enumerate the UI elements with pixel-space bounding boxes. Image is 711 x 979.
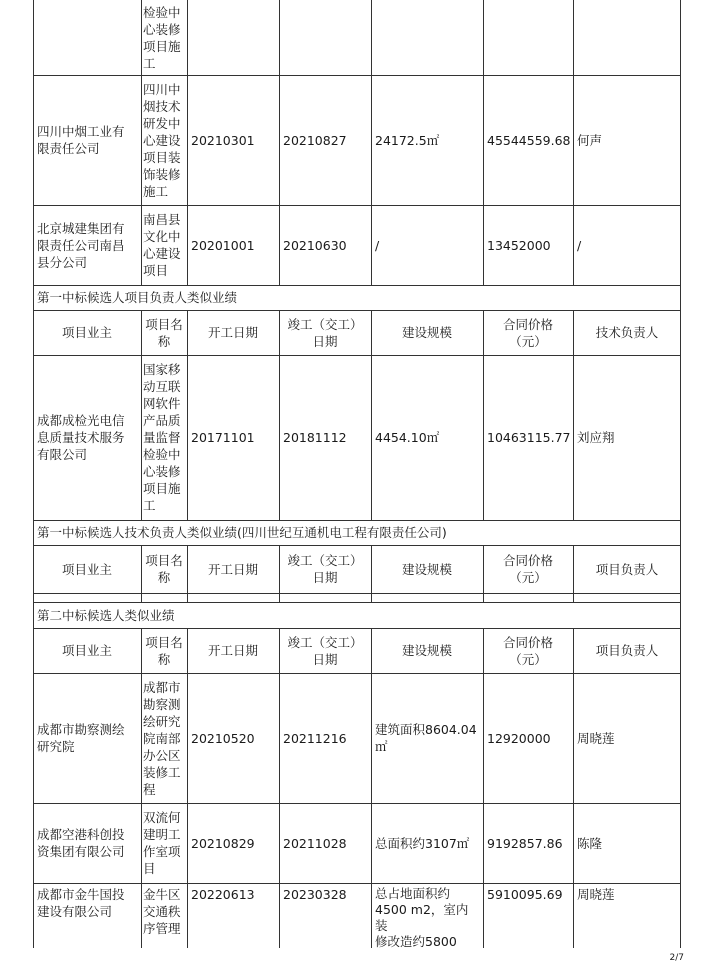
column-divider	[371, 628, 372, 948]
end-date-cell: 20230328	[283, 887, 347, 902]
column-divider	[483, 628, 484, 948]
start-date-header: 开工日期	[207, 325, 258, 340]
scale-cell: 4454.10㎡	[375, 430, 440, 445]
section-title-row	[33, 520, 681, 545]
performance-table	[33, 0, 681, 948]
column-divider	[483, 545, 484, 602]
owner-cell: 成都市勘察测绘 研究院	[37, 722, 125, 754]
owner-header: 项目业主	[61, 325, 112, 340]
column-divider	[279, 545, 280, 602]
price-header: 合同价格 （元）	[502, 316, 553, 349]
scale-cell: 建筑面积8604.04 ㎡	[375, 722, 477, 754]
owner-cell: 四川中烟工业有 限责任公司	[37, 124, 125, 156]
project-name-header: 项目名 称	[145, 553, 183, 585]
column-divider	[187, 0, 188, 285]
owner-cell: 成都市金牛国投 建设有限公司	[37, 887, 125, 919]
scale-cell: 总占地面积约 4500 m2，室内装 修改造约5800	[375, 886, 469, 949]
owner-header: 项目业主	[61, 643, 112, 658]
owner-header: 项目业主	[61, 561, 112, 577]
column-divider	[279, 0, 280, 285]
column-divider	[33, 0, 34, 948]
project-name-cell: 南昌县 文化中 心建设 项目	[143, 212, 181, 278]
project-name-cell: 成都市 勘察测 绘研究 院南部 办公区 装修工 程	[143, 679, 181, 797]
end-date-header: 竣工（交工） 日期	[287, 316, 363, 349]
start-date-header: 开工日期	[207, 643, 258, 658]
scale-cell: 24172.5㎡	[375, 132, 440, 148]
row-divider	[33, 593, 681, 594]
end-date-cell: 20211028	[283, 835, 347, 851]
section-title-row	[33, 285, 681, 310]
column-divider	[141, 0, 142, 285]
start-date-cell: 20210301	[191, 132, 255, 148]
project-name-cell: 国家移 动互联 网软件 产品质 量监督 检验中 心装修 项目施 工	[143, 362, 181, 513]
scale-cell: 总面积约3107㎡	[375, 835, 470, 851]
section-title: 第二中标候选人类似业绩	[37, 607, 175, 623]
end-date-cell: 20181112	[283, 430, 347, 445]
header-row	[33, 628, 681, 673]
column-divider	[371, 545, 372, 602]
owner-cell: 成都空港科创投 资集团有限公司	[37, 827, 125, 859]
row-divider	[33, 673, 681, 674]
start-date-cell: 20171101	[191, 430, 255, 445]
row-divider	[33, 883, 681, 884]
header-row	[33, 545, 681, 593]
column-divider	[141, 545, 142, 602]
end-date-header: 竣工（交工） 日期	[287, 553, 363, 585]
project-name-cell: 四川中 烟技术 研发中 心建设 项目装 饰装修 施工	[143, 81, 181, 199]
end-date-cell: 20211216	[283, 730, 347, 746]
row-divider	[33, 75, 681, 76]
end-date-cell: 20210827	[283, 132, 347, 148]
column-divider	[483, 0, 484, 285]
row-divider	[33, 803, 681, 804]
row-divider	[33, 628, 681, 629]
project-name-cell: 双流何 建明工 作室项 目	[143, 810, 181, 876]
empty-row	[33, 593, 681, 602]
row-divider	[33, 355, 681, 356]
end-date-cell: 20210630	[283, 237, 347, 253]
column-divider	[680, 0, 681, 948]
column-divider	[187, 628, 188, 948]
lead-cell: 陈隆	[577, 835, 603, 851]
lead-cell: 周晓莲	[577, 887, 615, 902]
section-title: 第一中标候选人技术负责人类似业绩(四川世纪互通机电工程有限责任公司)	[37, 525, 447, 540]
column-divider	[187, 545, 188, 602]
table-row	[33, 75, 681, 205]
table-row	[33, 883, 681, 948]
page-number: 2/7	[669, 953, 684, 963]
column-divider	[483, 310, 484, 520]
scale-cell: /	[375, 237, 380, 253]
header-row	[33, 310, 681, 355]
project-lead-header: 项目负责人	[595, 643, 659, 658]
lead-cell: 周晓莲	[577, 730, 615, 746]
column-divider	[371, 310, 372, 520]
column-divider	[279, 628, 280, 948]
owner-cell: 成都成检光电信 息质量技术服务 有限公司	[37, 413, 125, 462]
column-divider	[573, 545, 574, 602]
lead-cell: /	[577, 237, 582, 253]
table-row	[33, 0, 681, 75]
scale-header: 建设规模	[401, 325, 452, 340]
column-divider	[573, 628, 574, 948]
project-name-cell: 金牛区 交通秩 序管理	[143, 887, 181, 936]
table-row	[33, 673, 681, 803]
table-row	[33, 205, 681, 285]
start-date-cell: 20220613	[191, 887, 255, 902]
project-lead-header: 项目负责人	[595, 561, 659, 577]
column-divider	[187, 310, 188, 520]
price-cell: 13452000	[487, 237, 551, 253]
project-name-header: 项目名 称	[145, 634, 183, 667]
start-date-cell: 20210520	[191, 730, 255, 746]
row-divider	[33, 205, 681, 206]
price-cell: 5910095.69	[487, 887, 563, 902]
scale-header: 建设规模	[401, 643, 452, 658]
price-header: 合同价格 （元）	[502, 634, 553, 667]
price-cell: 12920000	[487, 730, 551, 746]
start-date-cell: 20210829	[191, 835, 255, 851]
section-title: 第一中标候选人项目负责人类似业绩	[37, 290, 238, 305]
tech-lead-header: 技术负责人	[595, 325, 659, 340]
project-name-header: 项目名 称	[145, 316, 183, 349]
column-divider	[141, 310, 142, 520]
start-date-header: 开工日期	[207, 561, 258, 577]
end-date-header: 竣工（交工） 日期	[287, 634, 363, 667]
column-divider	[573, 0, 574, 285]
row-divider	[33, 545, 681, 546]
price-cell: 10463115.77	[487, 430, 571, 445]
column-divider	[371, 0, 372, 285]
row-divider	[33, 520, 681, 521]
price-cell: 45544559.68	[487, 132, 571, 148]
section-title-row	[33, 602, 681, 628]
owner-cell: 北京城建集团有 限责任公司南昌 县分公司	[37, 220, 125, 270]
lead-cell: 何声	[577, 132, 603, 148]
row-divider	[33, 602, 681, 603]
row-divider	[33, 310, 681, 311]
price-cell: 9192857.86	[487, 835, 563, 851]
price-header: 合同价格 （元）	[502, 553, 553, 585]
row-divider	[33, 285, 681, 286]
scale-header: 建设规模	[401, 561, 452, 577]
start-date-cell: 20201001	[191, 237, 255, 253]
project-name-cell: 检验中 心装修 项目施 工	[143, 4, 181, 71]
column-divider	[573, 310, 574, 520]
column-divider	[279, 310, 280, 520]
table-row	[33, 803, 681, 883]
table-row	[33, 355, 681, 520]
column-divider	[141, 628, 142, 948]
lead-cell: 刘应翔	[577, 430, 615, 445]
